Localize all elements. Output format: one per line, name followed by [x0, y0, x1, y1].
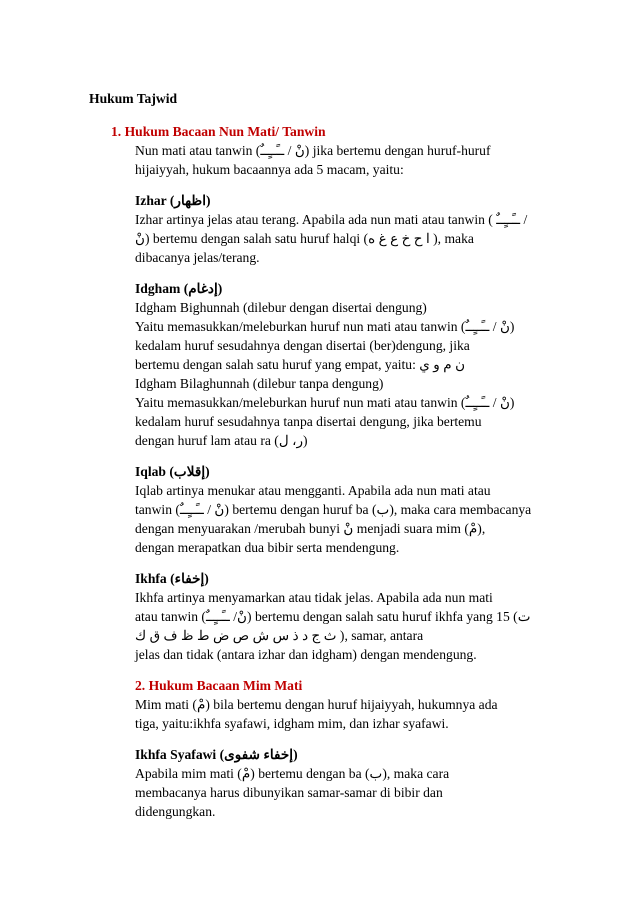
- section-2-title: 2. Hukum Bacaan Mim Mati: [135, 678, 303, 693]
- ikhfa-line: jelas dan tidak (antara izhar dan idgham) dengan mendengung.: [135, 647, 477, 662]
- izhar-line: Izhar artinya jelas atau terang. Apabila ada nun mati atau tanwin ( ــًــٍــٌ /: [135, 212, 528, 227]
- ikhfa-line: Ikhfa artinya menyamarkan atau tidak jelas. Apabila ada nun mati: [135, 590, 493, 605]
- section-1-title: 1. Hukum Bacaan Nun Mati/ Tanwin: [111, 124, 326, 139]
- document-heading: Hukum Tajwid: [89, 91, 178, 106]
- idgham-line: bertemu dengan salah satu huruf yang empat, yaitu: ن م و ي: [135, 357, 466, 372]
- idgham-title: Idgham (إدغام): [135, 281, 223, 296]
- idgham-line: Yaitu memasukkan/meleburkan huruf nun mati atau tanwin (نْ / ــًــٍــٌ): [135, 319, 515, 334]
- idgham-line: dengan huruf lam atau ra (ر، ل): [135, 433, 308, 448]
- section-1-intro-line: Nun mati atau tanwin (نْ / ــًــٍــٌ) jika bertemu dengan huruf-huruf: [135, 143, 491, 158]
- iqlab-line: dengan merapatkan dua bibir serta mendengung.: [135, 540, 400, 555]
- section-2-intro-line: Mim mati (مْ) bila bertemu dengan huruf hijaiyyah, hukumnya ada: [135, 697, 498, 712]
- ikhfa-syafawi-title: Ikhfa Syafawi (إخفاء شفوى): [135, 747, 298, 762]
- izhar-line: dibacanya jelas/terang.: [135, 250, 260, 265]
- ikhfa-syafawi-line: didengungkan.: [135, 804, 216, 819]
- idgham-line: Idgham Bighunnah (dilebur dengan disertai dengung): [135, 300, 427, 315]
- ikhfa-syafawi-line: Apabila mim mati (مْ) bertemu dengan ba (ب), maka cara: [135, 766, 450, 781]
- izhar-line: نْ) bertemu dengan salah satu huruf halqi (ا ح خ ع غ ه ), maka: [135, 231, 474, 246]
- ikhfa-title: Ikhfa (إخفاء): [135, 571, 209, 586]
- ikhfa-line: ث ج د ذ س ش ص ض ط ظ ف ق ك ), samar, antara: [135, 628, 424, 643]
- iqlab-line: Iqlab artinya menukar atau mengganti. Apabila ada nun mati atau: [135, 483, 491, 498]
- izhar-title: Izhar (اظهار): [135, 193, 211, 208]
- ikhfa-syafawi-line: membacanya harus dibunyikan samar-samar di bibir dan: [135, 785, 443, 800]
- iqlab-title: Iqlab (إقلاب): [135, 464, 210, 479]
- idgham-line: Idgham Bilaghunnah (dilebur tanpa dengung): [135, 376, 384, 391]
- iqlab-line: dengan menyuarakan /merubah bunyi نْ menjadi suara mim (مْ),: [135, 521, 486, 536]
- idgham-line: Yaitu memasukkan/meleburkan huruf nun mati atau tanwin (نْ / ــًــٍــٌ): [135, 395, 515, 410]
- idgham-line: kedalam huruf sesudahnya tanpa disertai dengung, jika bertemu: [135, 414, 482, 429]
- section-1-intro-line: hijaiyyah, hukum bacaannya ada 5 macam, yaitu:: [135, 162, 404, 177]
- idgham-line: kedalam huruf sesudahnya dengan disertai (ber)dengung, jika: [135, 338, 470, 353]
- section-2-intro-line: tiga, yaitu:ikhfa syafawi, idgham mim, dan izhar syafawi.: [135, 716, 449, 731]
- ikhfa-line: atau tanwin (نْ/ ــًــٍــٌ) bertemu dengan salah satu huruf ikhfa yang 15 (ت: [135, 609, 531, 624]
- iqlab-line: tanwin (نْ / ــًــٍــٌ) bertemu dengan huruf ba (ب), maka cara membacanya: [135, 502, 532, 517]
